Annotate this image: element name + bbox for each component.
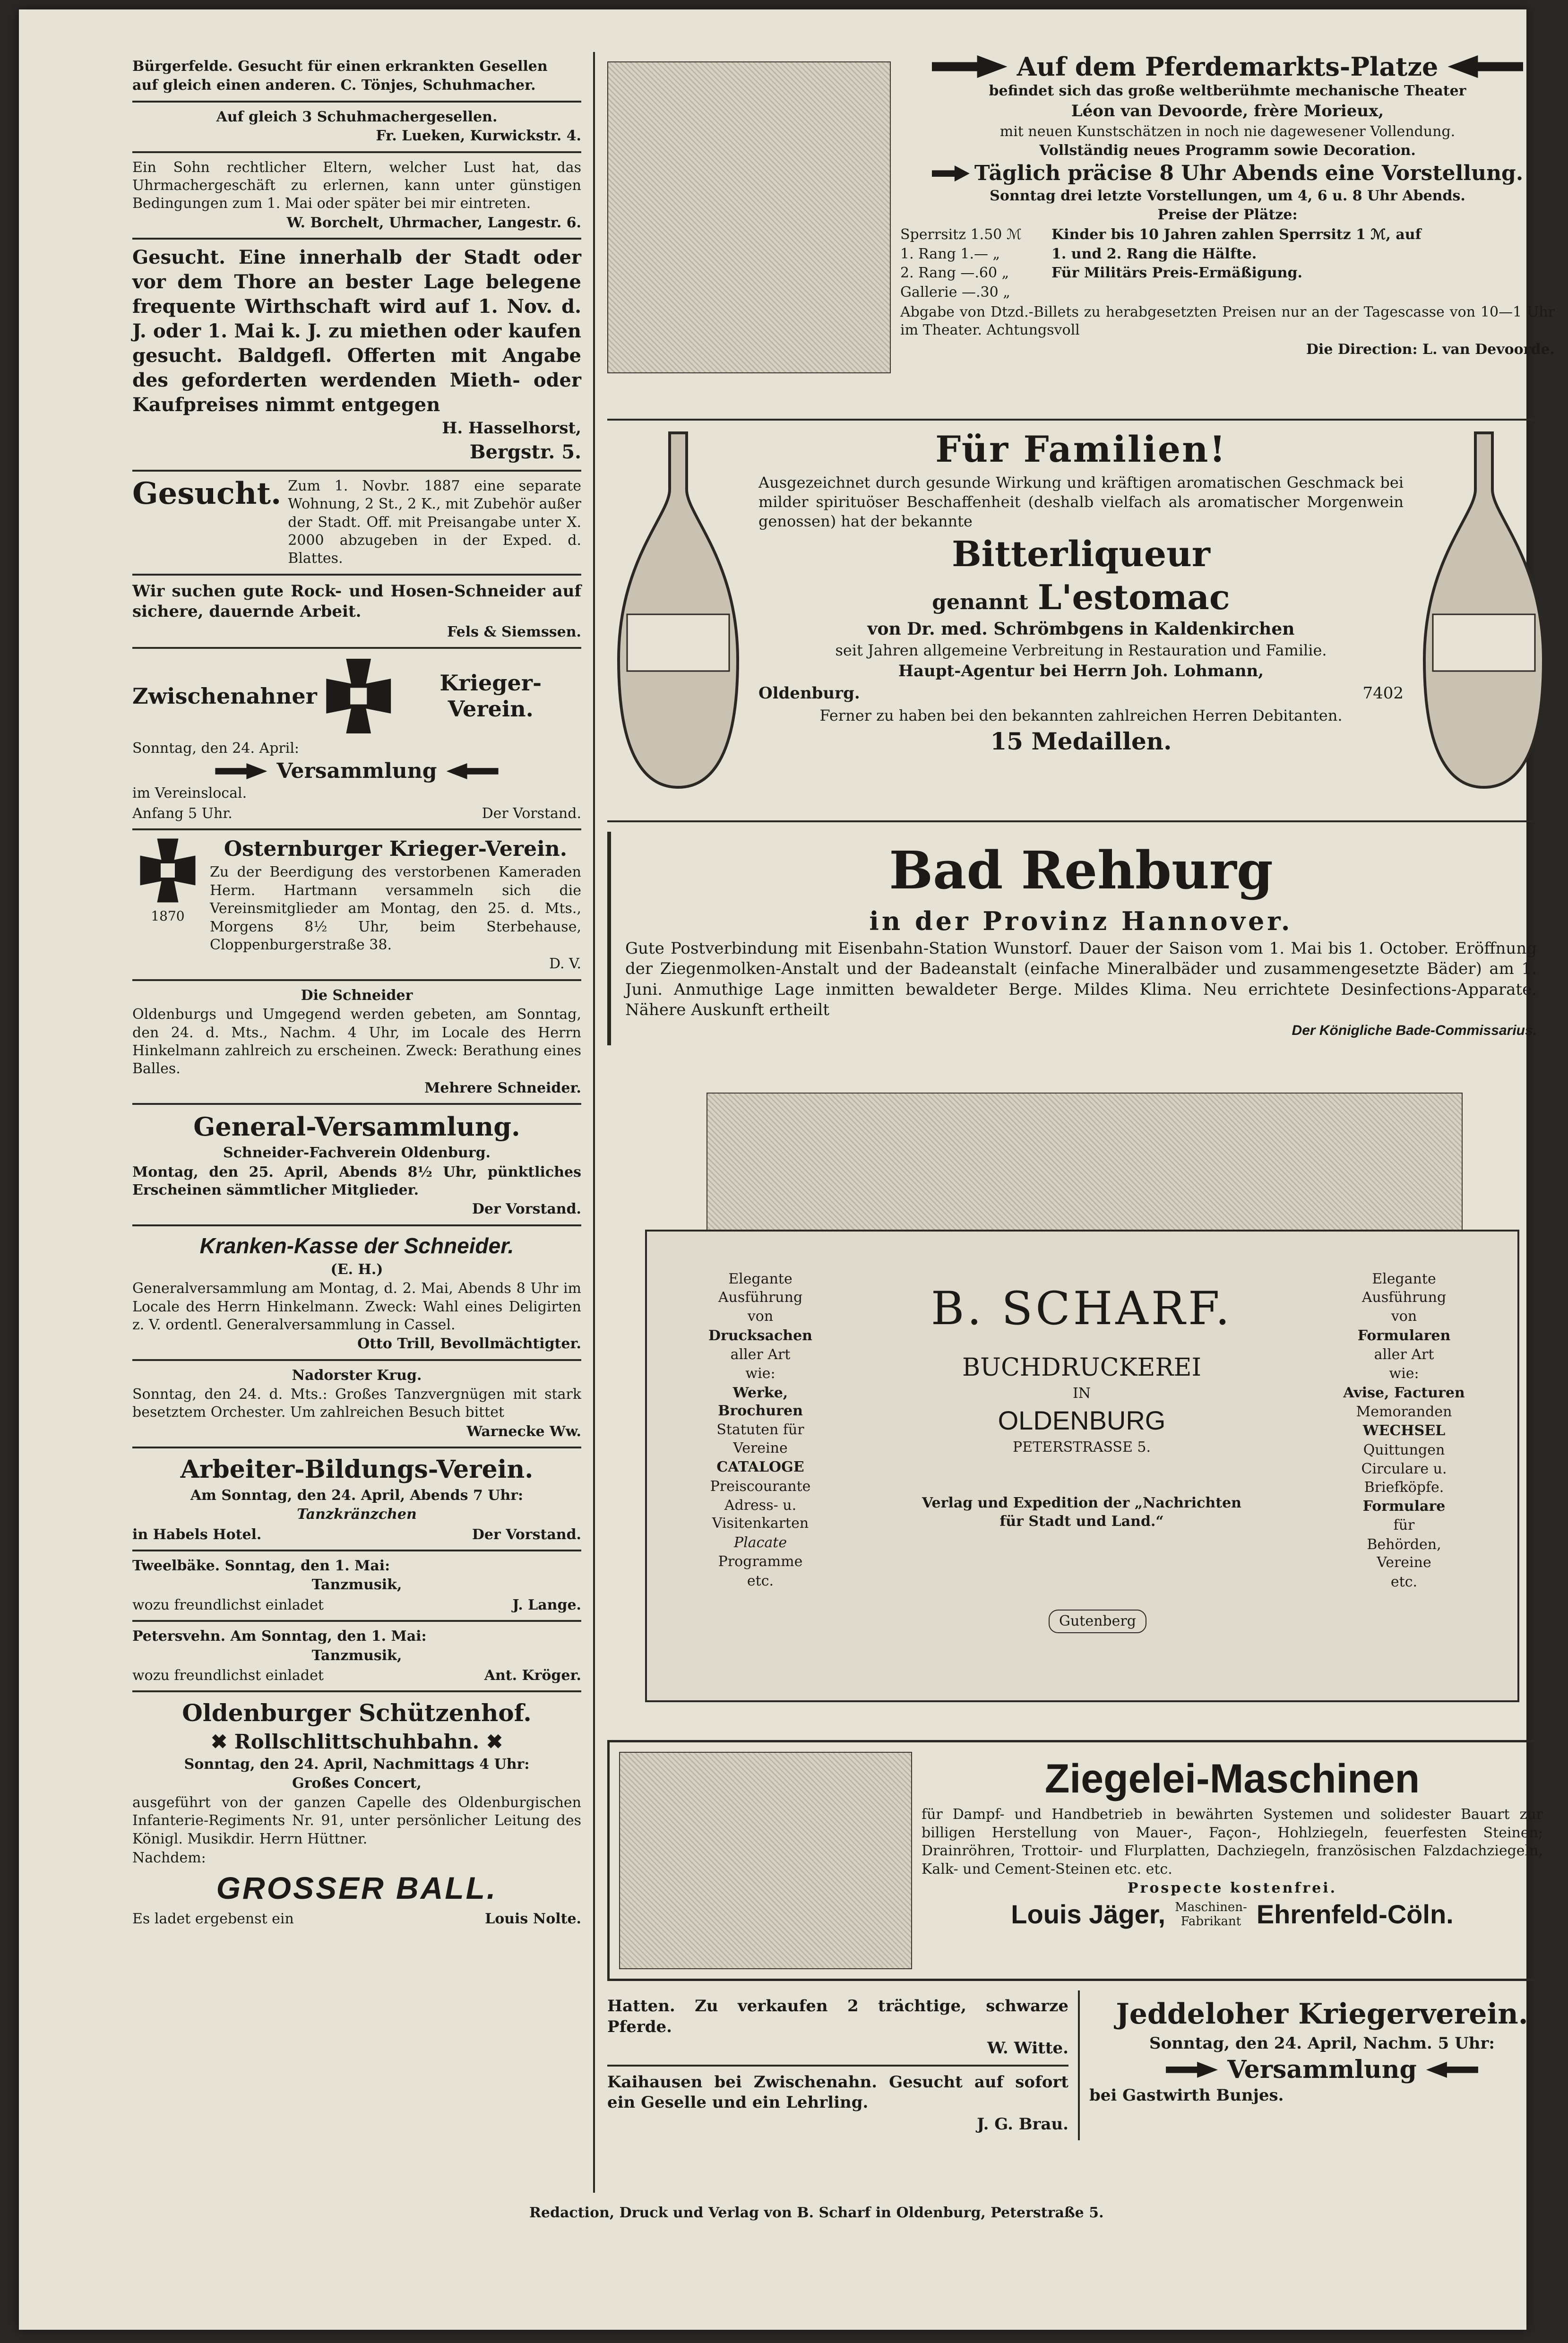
ad-event: Großes Concert, [292, 1775, 422, 1792]
ad-osternburger-krieger [132, 830, 581, 981]
pointing-hand-icon [215, 763, 267, 779]
ad-text: auf gleich einen anderen. C. Tönjes, Schuhmacher. [132, 77, 536, 94]
scharf-right-list [1343, 1269, 1465, 1592]
ad-hatten [607, 1990, 1068, 2067]
ad-text: Petersvehn. Am Sonntag, den 1. Mai: [132, 1628, 427, 1645]
ad-signature: Der Vorstand. [472, 1526, 581, 1543]
ad-text: Abgabe von Dtzd.-Billets zu herabgesetzten Preisen nur an der Tagescasse von 10—1 Uhr im Theater. Achtungsvoll [900, 303, 1555, 339]
ad-liqueur [607, 421, 1555, 822]
list-item: Memoranden [1356, 1404, 1452, 1421]
ad-signature: Louis Nolte. [485, 1910, 581, 1927]
ad-text: im Vereinslocal. [132, 785, 247, 802]
ad-title: Versammlung [276, 758, 437, 783]
company-name: Louis Jäger, [1011, 1899, 1166, 1930]
scharf-center [916, 1279, 1247, 1532]
ad-text: 15 Medaillen. [990, 727, 1172, 755]
company-street: PETERSTRASSE 5. [1012, 1439, 1151, 1456]
list-item: Elegante Ausführung [1361, 1271, 1447, 1306]
ad-title: Tanzmusik, [311, 1576, 402, 1594]
list-item: von [747, 1308, 774, 1325]
ad-text: Ferner zu haben bei den bekannten zahlreichen Herren Debitanten. [819, 706, 1343, 724]
list-item: Quittungen [1363, 1441, 1445, 1458]
ad-text: Léon van Devoorde, frère Morieux, [1071, 102, 1384, 121]
ad-text: Sonntag drei letzte Vorstellungen, um 4, 6 u. 8 Uhr Abends. [990, 187, 1465, 204]
ad-title: Arbeiter-Bildungs-Verein. [180, 1455, 534, 1484]
company-city: OLDENBURG [998, 1405, 1166, 1436]
ad-text: Auf gleich 3 Schuhmachergesellen. [216, 108, 498, 125]
bottle-icon [607, 425, 749, 803]
ad-scharf-printing [607, 1055, 1555, 1740]
list-item: Elegante Ausführung [718, 1271, 803, 1306]
ad-general-versammlung [132, 1105, 581, 1226]
ad-text: seit Jahren allgemeine Verbreitung in Restauration und Familie. [835, 641, 1327, 659]
pointing-hand-icon [447, 763, 499, 779]
price-row: Gallerie —.30 „ [900, 284, 1010, 301]
ad-date: Sonntag, den 24. April: [132, 740, 300, 757]
list-item: Placate [733, 1534, 787, 1551]
ad-text: von Dr. med. Schrömbgens in Kaldenkirchen [867, 619, 1295, 639]
ad-title: Für Familien! [935, 428, 1227, 470]
pointing-hand-icon [1166, 2062, 1218, 2078]
ad-nadorster-krug [132, 1361, 581, 1449]
ad-headline: Zwischenahner [132, 683, 317, 709]
ad-text: befindet sich das große weltberühmte mechanische Theater [989, 83, 1466, 100]
ad-text: Sonntag, den 24. d. Mts.: Großes Tanzvergnügen mit stark besetztem Orchester. Um zahlreichen Besuch bittet [132, 1386, 581, 1421]
ad-text: Maschinen- [1175, 1900, 1247, 1914]
ad-text: Für Militärs Preis-Ermäßigung. [1051, 265, 1302, 282]
list-item: Drucksachen [708, 1327, 812, 1344]
ad-theatre [607, 52, 1555, 421]
ad-petersvehn [132, 1622, 581, 1692]
ad-text: Generalversammlung am Montag, d. 2. Mai, Abends 8 Uhr im Locale des Herrn Hinkelmann. Zweck: Wahl eines Deligirten z. V. ordentl. Generalversammlung in Cassel. [132, 1280, 581, 1333]
ad-headline: Krieger-Verein. [439, 670, 542, 722]
ad-signature: D. V. [549, 956, 581, 973]
ad-text: Es ladet ergebenst ein [132, 1910, 294, 1927]
ad-title: Kranken-Kasse der Schneider. [199, 1233, 514, 1258]
column-rule [593, 52, 595, 2193]
ad-kranken-kasse [132, 1226, 581, 1361]
ad-text: Verlag und Expedition der „Nachrichten für Stadt und Land.“ [922, 1495, 1241, 1530]
iron-cross-icon [317, 654, 400, 739]
ad-text: Zu der Beerdigung des verstorbenen Kameraden Herm. Hartmann versammeln sich die Vereinsmitglieder am Montag, den 25. d. Mts., Morgens 8½ Uhr, beim Sterbehause, Cloppenburgerstraße 38. [210, 864, 581, 954]
ad-text: Nachdem: [132, 1850, 206, 1866]
ad-wirthschaft [132, 240, 581, 472]
ad-title: Osternburger Krieger-Verein. [224, 837, 568, 861]
ad-title: Oldenburger Schützenhof. [182, 1699, 532, 1727]
ad-text: wozu freundlichst einladet [132, 1667, 324, 1684]
price-row: Sperrsitz 1.50 ℳ [900, 226, 1022, 243]
company-name: B. SCHARF. [930, 1282, 1233, 1335]
iron-cross-icon [132, 835, 203, 906]
bottle-icon [1413, 425, 1555, 803]
ad-signature: H. Hasselhorst, [442, 419, 581, 438]
ad-title: Jeddeloher Kriegerverein. [1116, 1998, 1528, 2031]
list-item: für [1393, 1517, 1415, 1534]
list-item: etc. [747, 1572, 774, 1589]
theatre-illustration [607, 61, 891, 373]
pointing-hand-icon [1426, 2062, 1478, 2078]
ad-title: Auf dem Pferdemarkts-Platze [1017, 52, 1439, 82]
product-name: Bitterliqueur [952, 534, 1210, 575]
ad-subtitle: (E. H.) [330, 1261, 383, 1278]
ad-date: Am Sonntag, den 24. April, Abends 7 Uhr: [190, 1487, 524, 1504]
ad-title: Bad Rehburg [889, 840, 1273, 901]
pointing-hand-icon [932, 55, 1008, 78]
ad-date: Sonntag, den 24. April, Nachm. 5 Uhr: [1149, 2034, 1495, 2053]
ad-text: wozu freundlichst einladet [132, 1596, 324, 1613]
list-item: wie: [745, 1365, 775, 1382]
ad-headline: Täglich präcise 8 Uhr Abends eine Vorstellung. [974, 161, 1524, 185]
ad-ziegelei [607, 1740, 1555, 1981]
list-item: aller Art [730, 1346, 791, 1363]
ad-signature: W. Witte. [987, 2039, 1068, 2058]
ad-text: genannt [932, 590, 1028, 614]
ad-text: Kinder bis 10 Jahren zahlen Sperrsitz 1 ℳ, auf [1051, 226, 1422, 243]
ad-text: Bürgerfelde. Gesucht für einen erkrankten Gesellen [132, 58, 548, 75]
ad-text: Haupt-Agentur bei Herrn Joh. Lohmann, [898, 661, 1264, 681]
list-item: CATALOGE [716, 1459, 804, 1476]
list-item: etc. [1390, 1573, 1418, 1590]
ad-date: Sonntag, den 24. April, Nachmittags 4 Uhr: [184, 1756, 530, 1773]
ad-buergerfelde [132, 52, 581, 103]
ad-title: General-Versammlung. [193, 1111, 520, 1142]
ad-text: IN [1072, 1385, 1091, 1402]
ad-text: Wir suchen gute Rock- und Hosen-Schneider auf sichere, dauernde Arbeit. [132, 581, 581, 621]
ad-text: Oldenburg. [758, 684, 860, 703]
ad-title: Ziegelei-Maschinen [1044, 1756, 1420, 1802]
ad-signature: Der Vorstand. [472, 1201, 581, 1218]
ad-text: ausgeführt von der ganzen Capelle des Oldenburgischen Infanterie-Regiments Nr. 91, unter persönlicher Leitung des Königl. Musikdir. Herrn Hüttner. [132, 1794, 581, 1847]
pointing-hand-icon [1447, 55, 1523, 78]
ad-event: Tanzkränzchen [297, 1506, 417, 1523]
ad-text: 1. und 2. Rang die Hälfte. [1051, 245, 1257, 262]
ad-signature: Mehrere Schneider. [424, 1079, 581, 1096]
ad-text: Tweelbäke. Sonntag, den 1. Mai: [132, 1557, 390, 1574]
list-item: Statuten für Vereine [716, 1421, 804, 1456]
list-item: Formulare [1362, 1498, 1446, 1515]
company-city: Ehrenfeld-Cöln. [1256, 1899, 1454, 1930]
ad-headline: Gesucht. [132, 475, 282, 511]
ad-event: Versammlung [1227, 2055, 1417, 2084]
ad-text: Prospecte kostenfrei. [1127, 1880, 1337, 1896]
ad-text: Preise der Plätze: [1157, 206, 1298, 223]
ad-uhrmacher [132, 153, 581, 240]
list-item: von [1391, 1308, 1417, 1325]
ad-text: Montag, den 25. April, Abends 8½ Uhr, pünktliches Erscheinen sämmtlicher Mitglieder. [132, 1163, 581, 1199]
ad-schneider-gesucht [132, 576, 581, 649]
ad-signature: J. G. Brau. [977, 2114, 1068, 2134]
ad-signature: W. Borchelt, Uhrmacher, Langestr. 6. [286, 214, 581, 231]
list-item: Formularen [1357, 1327, 1451, 1344]
list-item: Preiscourante [710, 1478, 811, 1495]
ad-signature: Fr. Lueken, Kurwickstr. 4. [376, 128, 581, 145]
ad-text: mit neuen Kunstschätzen in noch nie dagewesener Vollendung. [999, 123, 1456, 140]
ad-zwischenahner-krieger [132, 649, 581, 830]
ad-title: Nadorster Krug. [292, 1367, 422, 1384]
ornamental-frame [645, 1230, 1519, 1702]
ad-event: GROSSER BALL. [216, 1870, 498, 1906]
ad-signature: Der Vorstand. [482, 805, 581, 822]
product-brand: L'estomac [1037, 577, 1230, 617]
ad-wohnung [132, 472, 581, 576]
ad-text: Vollständig neues Programm sowie Decoration. [1039, 142, 1416, 159]
ad-text: für Dampf- und Handbetrieb in bewährten Systemen und solidester Bauart zur billigen Herstellung von Mauer-, Façon-, Hohlziegeln, feuerfesten Steinen; Drainröhren, Trottoir- und Flurplatten, Dachziegeln, französischen Falzdachziegeln, Kalk- und Cement-Steinen etc. etc. [922, 1806, 1543, 1878]
list-item: aller Art [1374, 1346, 1434, 1363]
list-item: Programme [718, 1553, 803, 1570]
imprint-footer: Redaction, Druck und Verlag von B. Scharf in Oldenburg, Peterstraße 5. [529, 2205, 1104, 2221]
ad-text: Fabrikant [1180, 1914, 1241, 1929]
ad-arbeiter-bildungs-verein [132, 1448, 581, 1551]
ad-schuhmacher [132, 103, 581, 153]
ad-place: in Habels Hotel. [132, 1526, 262, 1543]
list-item: Circulare u. Briefköpfe. [1361, 1461, 1447, 1496]
ad-number: 7402 [1362, 684, 1404, 703]
gutenberg-label: Gutenberg [1049, 1610, 1146, 1633]
ad-text: Ausgezeichnet durch gesunde Wirkung und kräftigen aromatischen Geschmack bei milder spirituöser Beschaffenheit (deshalb vielfach als aromatischer Morgenwein genossen) hat der bekannte [758, 474, 1404, 531]
ad-signature: Fels & Siemssen. [447, 623, 581, 640]
newspaper-page [19, 9, 1555, 2330]
ad-signature: Der Königliche Bade-Commissarius. [1292, 1022, 1537, 1038]
ad-signature: Bergstr. 5. [469, 440, 581, 463]
ad-die-schneider [132, 981, 581, 1105]
price-row: 2. Rang —.60 „ [900, 265, 1009, 282]
ad-signature: Die Direction: L. van Devoorde. [1306, 341, 1555, 358]
right-column [607, 52, 1555, 2193]
ad-schuetzenhof [132, 1692, 581, 1934]
ad-org: Schneider-Fachverein Oldenburg. [223, 1145, 491, 1162]
machine-illustration [619, 1752, 912, 1969]
list-item: wie: [1389, 1365, 1419, 1382]
ad-kaihausen [607, 2067, 1068, 2141]
scharf-left-list [699, 1269, 822, 1591]
ad-place: bei Gastwirth Bunjes. [1089, 2086, 1284, 2105]
ad-subtitle: ✖ Rollschlittschuhbahn. ✖ [210, 1730, 503, 1754]
ad-text: Gesucht. Eine innerhalb der Stadt oder vor dem Thore an bester Lage belegene frequente Wirthschaft wird auf 1. Nov. d. J. oder 1. Mai k. J. zu miethen oder kaufen gesucht. Baldgefl. Offerten mit Angabe des geforderten werdenden Mieth- oder Kaufpreises nimmt entgegen [132, 246, 581, 416]
ad-text: Hatten. Zu verkaufen 2 trächtige, schwarze Pferde. [607, 1997, 1068, 2036]
price-row: 1. Rang 1.— „ [900, 245, 1000, 262]
ad-bad-rehburg [607, 832, 1555, 1045]
ad-signature: Otto Trill, Bevollmächtigter. [357, 1335, 581, 1352]
ad-signature: J. Lange. [512, 1596, 581, 1613]
ad-jeddeloher [1089, 1990, 1555, 2140]
left-column [132, 52, 581, 2193]
ad-text: Oldenburgs und Umgegend werden gebeten, am Sonntag, den 24. d. Mts., Nachm. 4 Uhr, im Locale des Herrn Hinkelmann zahlreich zu erscheinen. Zweck: Berathung eines Balles. [132, 1006, 581, 1077]
list-item: WECHSEL [1362, 1422, 1446, 1439]
cross-year: 1870 [151, 908, 185, 924]
list-item: Avise, Facturen [1343, 1384, 1465, 1401]
pointing-hand-icon [932, 165, 970, 181]
ad-text: Anfang 5 Uhr. [132, 805, 233, 822]
ad-title: Die Schneider [301, 987, 413, 1004]
company-trade: BUCHDRUCKEREI [962, 1353, 1202, 1382]
ad-tweelbaeke [132, 1551, 581, 1622]
ad-signature: Warnecke Ww. [466, 1423, 581, 1440]
list-item: Werke, Brochuren [718, 1384, 803, 1420]
list-item: Adress- u. Visitenkarten [712, 1497, 809, 1532]
bottom-row [607, 1990, 1555, 2140]
ad-signature: Ant. Kröger. [484, 1667, 581, 1684]
list-item: Behörden, Vereine [1367, 1536, 1441, 1571]
ornament-illustration [706, 1093, 1463, 1234]
ad-text: Kaihausen bei Zwischenahn. Gesucht auf sofort ein Geselle und ein Lehrling. [607, 2072, 1068, 2112]
ad-subtitle: in der Provinz Hannover. [869, 905, 1293, 936]
ad-text: Gute Postverbindung mit Eisenbahn-Station Wunstorf. Dauer der Saison vom 1. Mai bis 1. October. Eröffnung der Ziegenmolken-Anstalt und der Badeanstalt (einfache Mineralbäder und zusammengesetzte Bäder) am 1. Juni. Anmuthige Lage inmitten bewaldeter Berge. Mildes Klima. Neu errichtete Desinfections-Apparate. Nähere Auskunft ertheilt [625, 939, 1537, 1020]
ad-title: Tanzmusik, [311, 1647, 402, 1664]
ad-text: Ein Sohn rechtlicher Eltern, welcher Lust hat, das Uhrmachergeschäft zu erlernen, kann unter günstigen Bedingungen zum 1. Mai oder später bei mir eintreten. [132, 159, 581, 212]
ad-text: Zum 1. Novbr. 1887 eine separate Wohnung, 2 St., 2 K., mit Zubehör außer der Stadt. Off. mit Preisangabe unter X. 2000 abzugeben in der Exped. d. Blattes. [288, 477, 581, 567]
